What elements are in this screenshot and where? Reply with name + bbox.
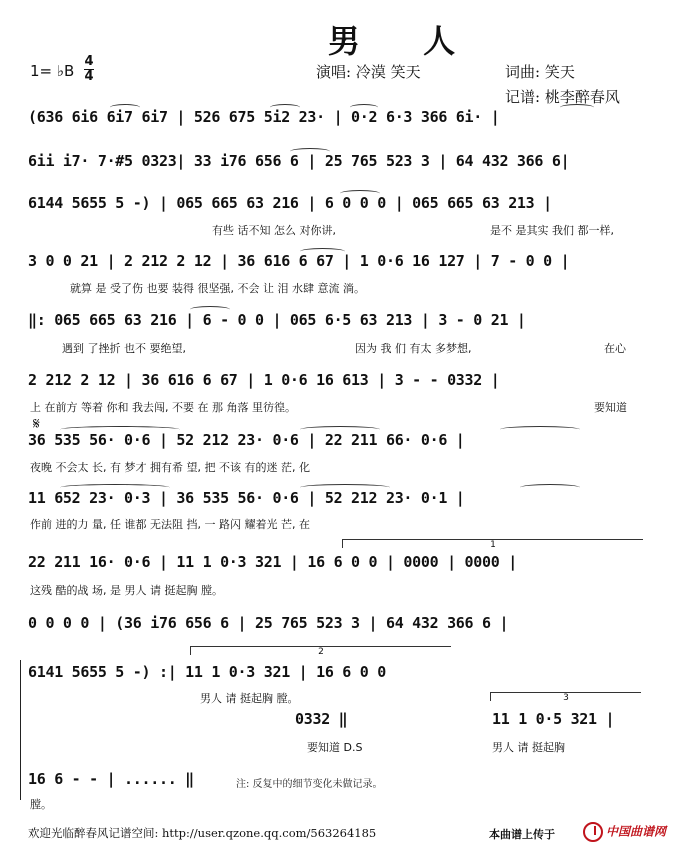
meter-bottom: 4 xyxy=(84,69,94,84)
visit-space-text: 欢迎光临醉春风记谱空间: http://user.qzone.qq.com/563264185 xyxy=(28,826,377,840)
lyric-line-4b: 要知道 xyxy=(594,401,627,414)
slur-mark xyxy=(340,190,380,197)
notation-remark: 注: 反复中的细节变化未做记录。 xyxy=(236,779,383,790)
score-line-12: 0332 ‖ xyxy=(295,710,348,728)
score-line-6: 2 212 2 12 | 36 616 6 67 | 1 0·6 16 613 | 3 - - 0332 | xyxy=(28,371,500,389)
lyric-line-8: 男人 请 挺起胸 膛。 xyxy=(200,692,299,705)
slur-mark xyxy=(110,104,140,111)
system-bracket xyxy=(20,660,21,800)
score-line-10: 0 0 0 0 | (36 i76 656 6 | 25 765 523 3 | 64 432 366 6 | xyxy=(28,614,509,632)
slur-mark xyxy=(350,104,378,111)
score-line-13: 11 1 0·5 321 | xyxy=(492,710,615,728)
site-name: 中国曲谱网 xyxy=(606,824,667,839)
lyric-line-2: 就算 是 受了伤 也要 装得 很坚强, 不会 让 泪 水肆 意流 淌。 xyxy=(70,282,365,295)
time-signature xyxy=(84,56,94,83)
site-logo-icon xyxy=(583,822,603,842)
score-line-11: 6141 5655 5 -) :| 11 1 0·3 321 | 16 6 0 0 xyxy=(28,663,386,681)
score-line-2: 6ii i7· 7·#5 0323| 33 i76 656 6 | 25 765 523 3 | 64 432 366 6| xyxy=(28,152,570,170)
score-line-4: 3 0 0 21 | 2 212 2 12 | 36 616 6 67 | 1 0·6 16 127 | 7 - 0 0 | xyxy=(28,252,570,270)
notator-credit: 记谱: 桃李醉春风 xyxy=(505,88,620,106)
slur-mark xyxy=(500,426,580,433)
lyric-line-5: 夜晚 不会太 长, 有 梦才 拥有希 望, 把 不该 有的迷 茫, 化 xyxy=(30,461,310,474)
lyric-line-4a: 上 在前方 等着 你和 我去闯, 不要 在 那 角落 里彷徨。 xyxy=(30,401,296,414)
lyric-line-6: 作前 进的力 量, 任 谁都 无法阻 挡, 一 路闪 耀着光 芒, 在 xyxy=(30,518,310,531)
slur-mark xyxy=(520,484,580,491)
lyric-line-3b: 因为 我 们 有太 多梦想, xyxy=(355,342,472,355)
lyric-line-7: 这残 酷的战 场, 是 男人 请 挺起胸 膛。 xyxy=(30,584,223,597)
score-line-1: (636 6i6 6i7 6i7 | 526 675 5i2 23· | 0·2 6·3 366 6i· | xyxy=(28,108,500,126)
score-line-3: 6144 5655 5 -) | 065 665 63 216 | 6 0 0 0 | 065 665 63 213 | xyxy=(28,194,552,212)
segno-sign: 𝄋 xyxy=(33,414,40,433)
score-line-7: 36 535 56· 0·6 | 52 212 23· 0·6 | 22 211 66· 0·6 | xyxy=(28,431,465,449)
lyric-line-3c: 在心 xyxy=(604,342,626,355)
site-logo[interactable] xyxy=(583,822,666,842)
volta-3 xyxy=(490,692,641,701)
volta-2-label: 2 xyxy=(318,647,324,657)
score-line-5: ‖: 065 665 63 216 | 6 - 0 0 | 065 6·5 63 213 | 3 - 0 21 | xyxy=(28,311,526,329)
score-line-14: 16 6 - - | ...... ‖ xyxy=(28,770,194,788)
slur-mark xyxy=(60,484,170,491)
slur-mark xyxy=(560,104,594,111)
meter-top: 4 xyxy=(84,54,94,69)
volta-1-label: 1 xyxy=(490,540,496,550)
lyric-line-1b: 是不 是其实 我们 都一样, xyxy=(490,224,614,237)
slur-mark xyxy=(290,148,330,155)
singer-credit: 演唱: 冷漠 笑天 xyxy=(316,63,421,81)
song-title: 男 人 xyxy=(328,22,482,60)
score-line-8: 11 652 23· 0·3 | 36 535 56· 0·6 | 52 212 23· 0·1 | xyxy=(28,489,465,507)
lyric-line-3a: 遇到 了挫折 也不 要绝望, xyxy=(62,342,186,355)
volta-1 xyxy=(342,539,643,548)
lyricist-credit: 词曲: 笑天 xyxy=(505,63,575,81)
slur-mark xyxy=(300,248,345,255)
lyric-line-11: 膛。 xyxy=(30,798,52,811)
slur-mark xyxy=(300,484,390,491)
slur-mark xyxy=(60,426,180,433)
lyric-line-9: 要知道 D.S xyxy=(307,741,363,754)
lyric-line-10: 男人 请 挺起胸 xyxy=(492,741,565,754)
score-line-9: 22 211 16· 0·6 | 11 1 0·3 321 | 16 6 0 0 | 0000 | 0000 | xyxy=(28,553,517,571)
slur-mark xyxy=(190,306,230,313)
lyric-line-1a: 有些 话不知 怎么 对你讲, xyxy=(212,224,336,237)
slur-mark xyxy=(270,104,300,111)
upload-text: 本曲谱上传于 xyxy=(489,828,555,841)
volta-2 xyxy=(190,646,451,655)
slur-mark xyxy=(300,426,380,433)
volta-3-label: 3 xyxy=(563,693,569,703)
key-signature: 1= ♭B xyxy=(30,62,75,80)
